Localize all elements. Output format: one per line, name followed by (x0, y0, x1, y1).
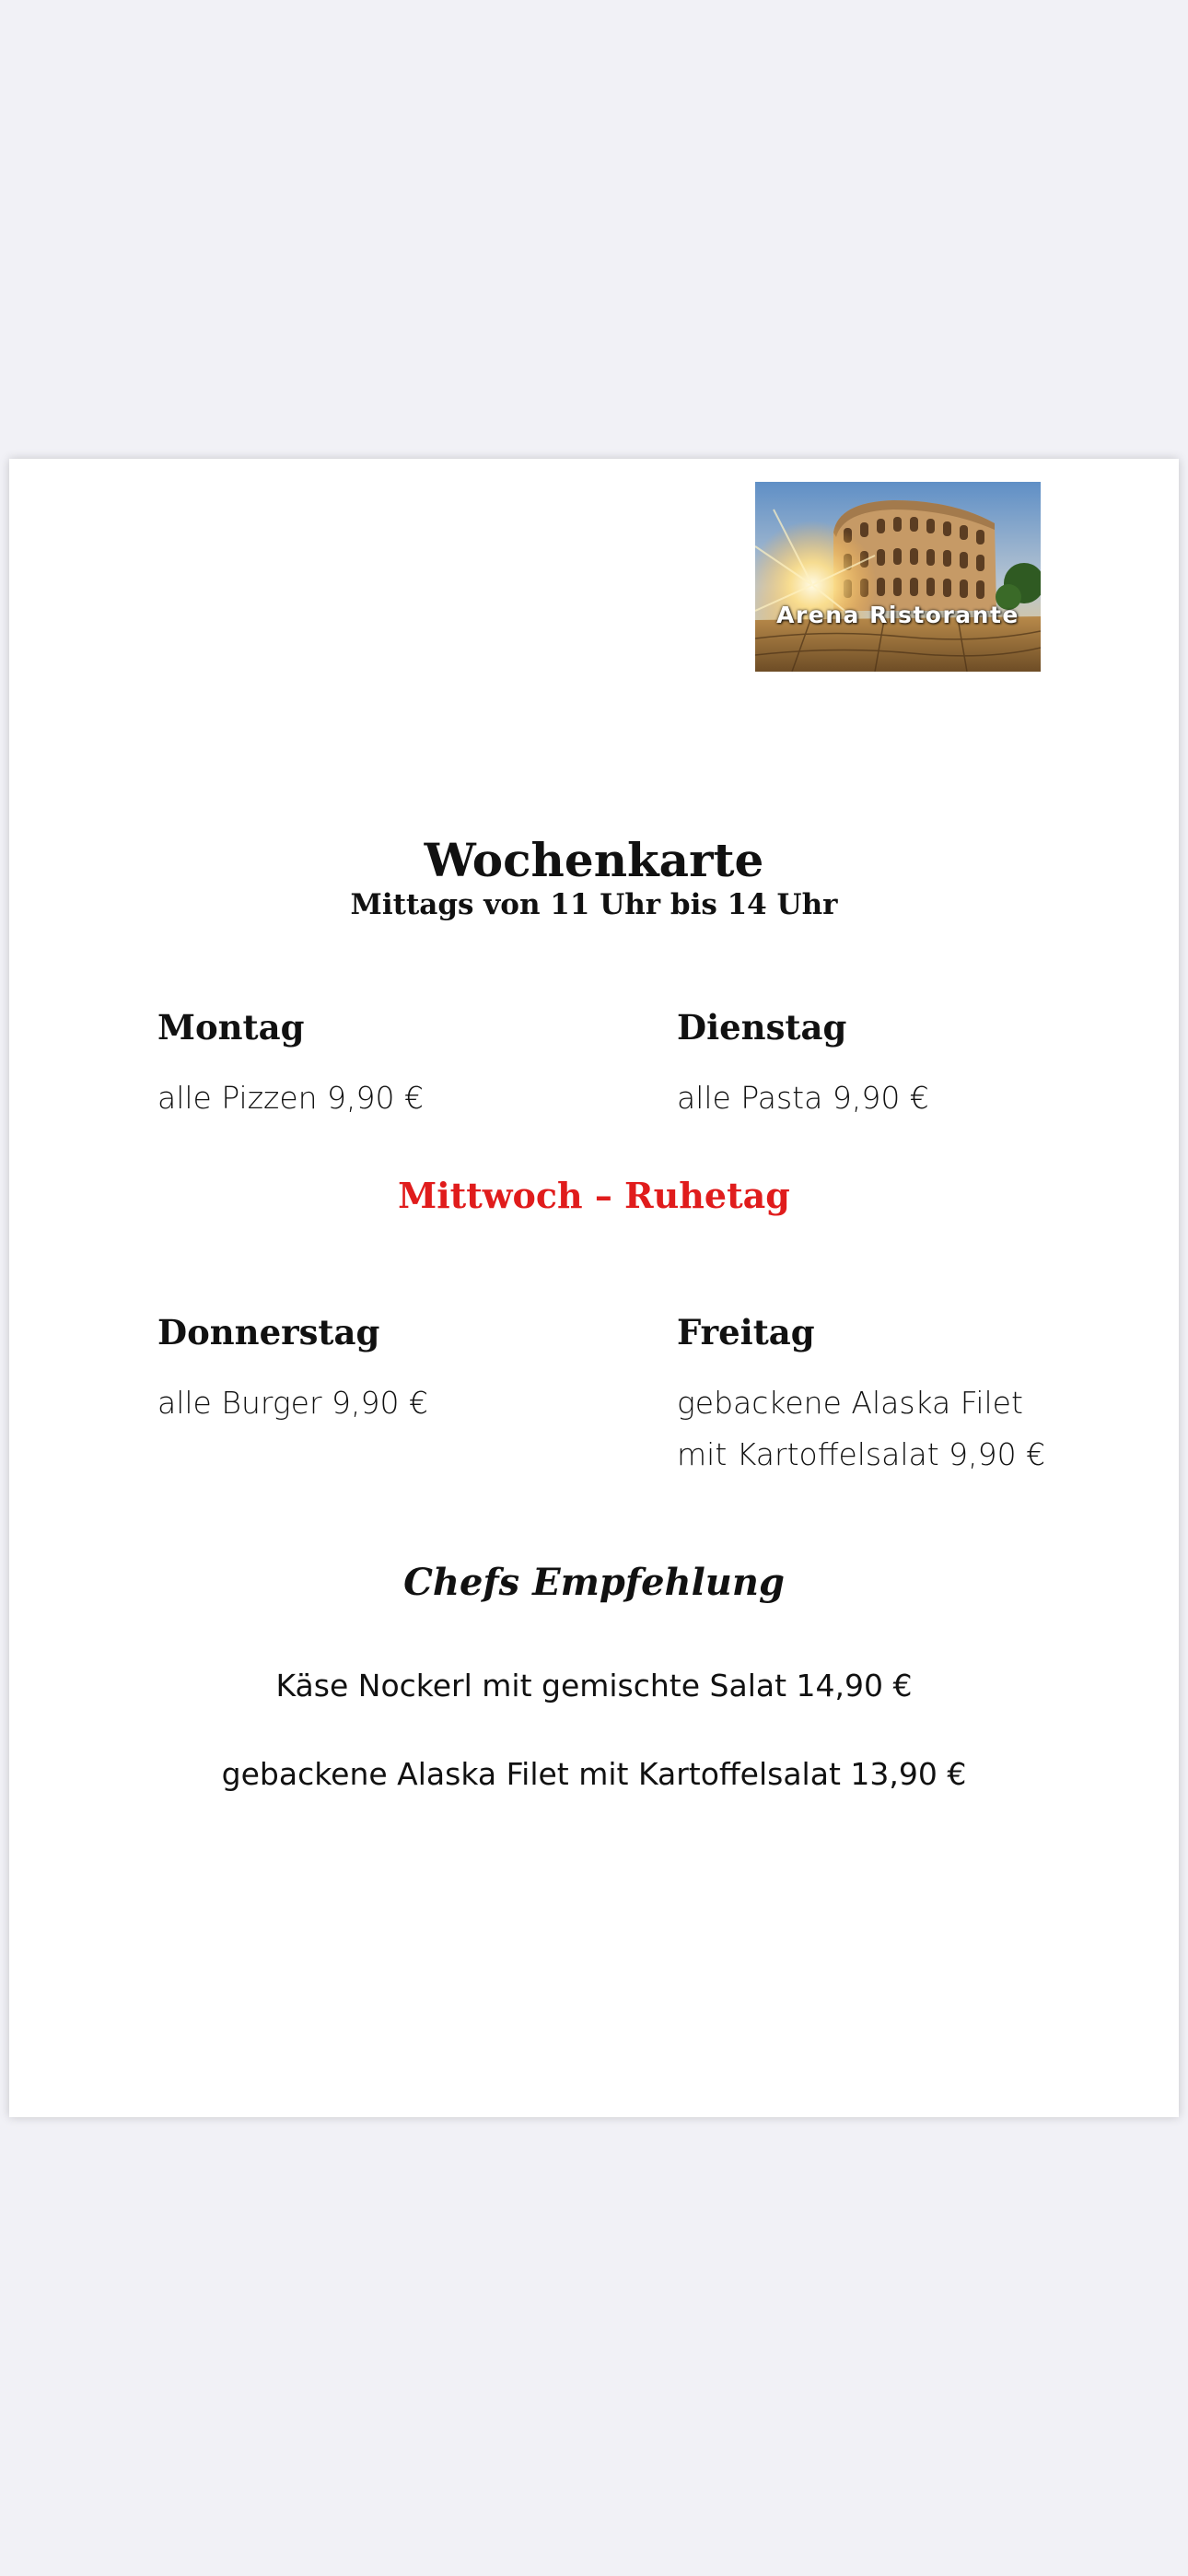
day-friday: Freitag (677, 1312, 815, 1352)
chefs-recommendation-item: gebackene Alaska Filet mit Kartoffelsalat 13,90 € (221, 1756, 967, 1792)
chefs-recommendation-title: Chefs Empfehlung (403, 1561, 785, 1604)
day-monday: Montag (157, 1007, 305, 1048)
arena-ristorante-logo (755, 482, 1041, 672)
day-thursday: Donnerstag (157, 1312, 380, 1352)
wednesday-closed-notice: Mittwoch – Ruhetag (398, 1175, 790, 1216)
offer-friday-line2: mit Kartoffelsalat 9,90 € (677, 1436, 1046, 1472)
offer-thursday: alle Burger 9,90 € (157, 1385, 428, 1421)
day-tuesday: Dienstag (677, 1007, 847, 1048)
offer-tuesday: alle Pasta 9,90 € (677, 1080, 929, 1116)
logo-text: Arena Ristorante (776, 602, 1019, 628)
menu-subtitle: Mittags von 11 Uhr bis 14 Uhr (350, 888, 838, 921)
menu-title: Wochenkarte (424, 833, 764, 887)
menu-page (9, 459, 1179, 2117)
offer-friday-line1: gebackene Alaska Filet (677, 1385, 1023, 1421)
colosseum-icon (755, 482, 1041, 672)
offer-monday: alle Pizzen 9,90 € (157, 1080, 425, 1116)
chefs-recommendation-item: Käse Nockerl mit gemischte Salat 14,90 € (275, 1668, 913, 1704)
